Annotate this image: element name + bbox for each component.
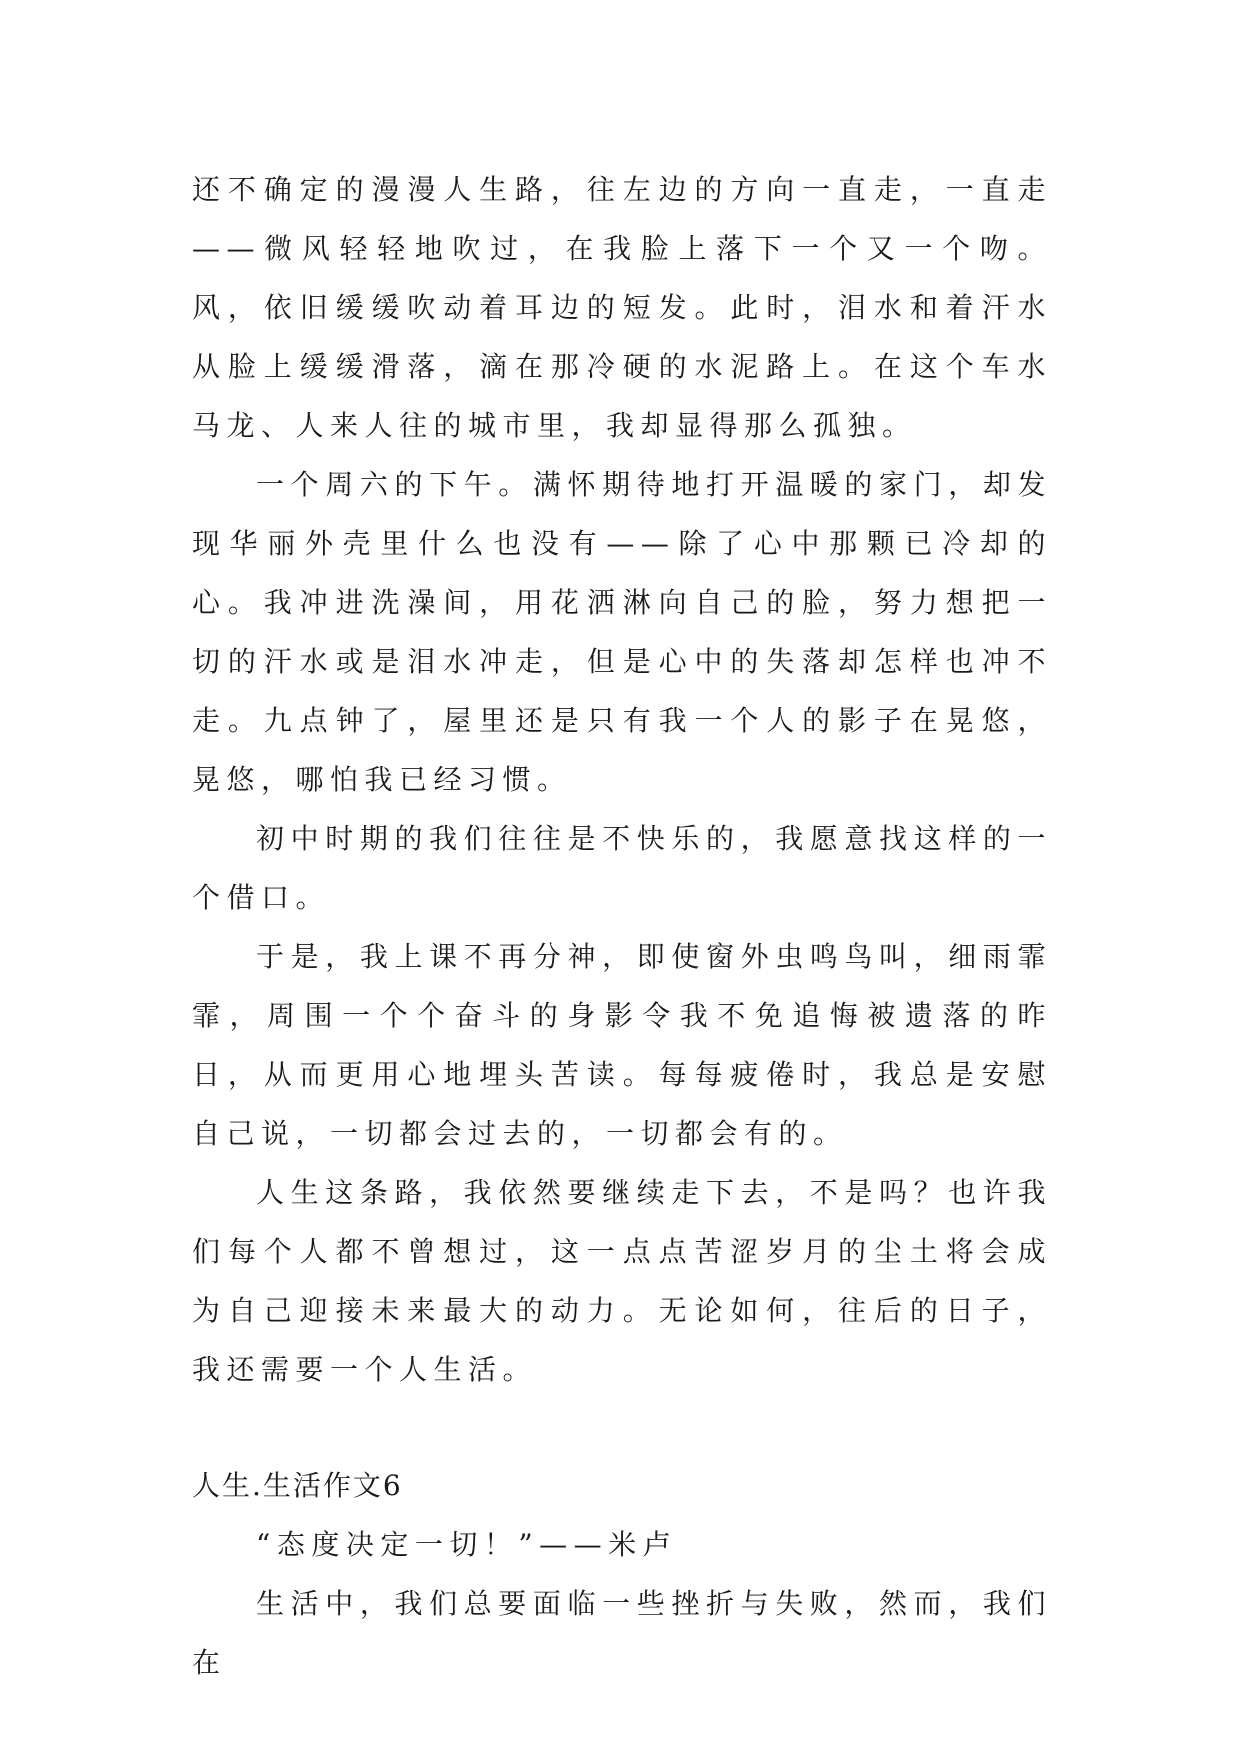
body-paragraph: 初中时期的我们往往是不快乐的，我愿意找这样的一个借口。 xyxy=(192,822,1052,914)
body-paragraph: 人生这条路，我依然要继续走下去，不是吗？也许我们每个人都不曾想过，这一点点苦涩岁月的尘土将会成为自己迎接未来最大的动力。无论如何，往后的日子，我还需要一个人生活。 xyxy=(192,1176,1052,1386)
document-page xyxy=(192,160,1052,1692)
body-paragraph: 于是，我上课不再分神，即使窗外虫鸣鸟叫，细雨霏霏，周围一个个奋斗的身影令我不免追悔被遗落的昨日，从而更用心地埋头苦读。每每疲倦时，我总是安慰自己说，一切都会过去的，一切都会有的。 xyxy=(192,940,1052,1150)
body-paragraph: 生活中，我们总要面临一些挫折与失败，然而，我们在 xyxy=(192,1587,1052,1679)
section-title: 人生.生活作文6 xyxy=(192,1469,403,1502)
body-paragraph: 还不确定的漫漫人生路，往左边的方向一直走，一直走——微风轻轻地吹过，在我脸上落下一个又一个吻。风，依旧缓缓吹动着耳边的短发。此时，泪水和着汗水从脸上缓缓滑落，滴在那冷硬的水泥路上。在这个车水马龙、人来人往的城市里，我却显得那么孤独。 xyxy=(192,173,1052,442)
epigraph-quote: “态度决定一切！”——米卢 xyxy=(256,1528,678,1561)
body-paragraph: 一个周六的下午。满怀期待地打开温暖的家门，却发现华丽外壳里什么也没有——除了心中那颗已冷却的心。我冲进洗澡间，用花洒淋向自己的脸，努力想把一切的汗水或是泪水冲走，但是心中的失落却怎样也冲不走。九点钟了，屋里还是只有我一个人的影子在晃悠，晃悠，哪怕我已经习惯。 xyxy=(192,468,1052,796)
